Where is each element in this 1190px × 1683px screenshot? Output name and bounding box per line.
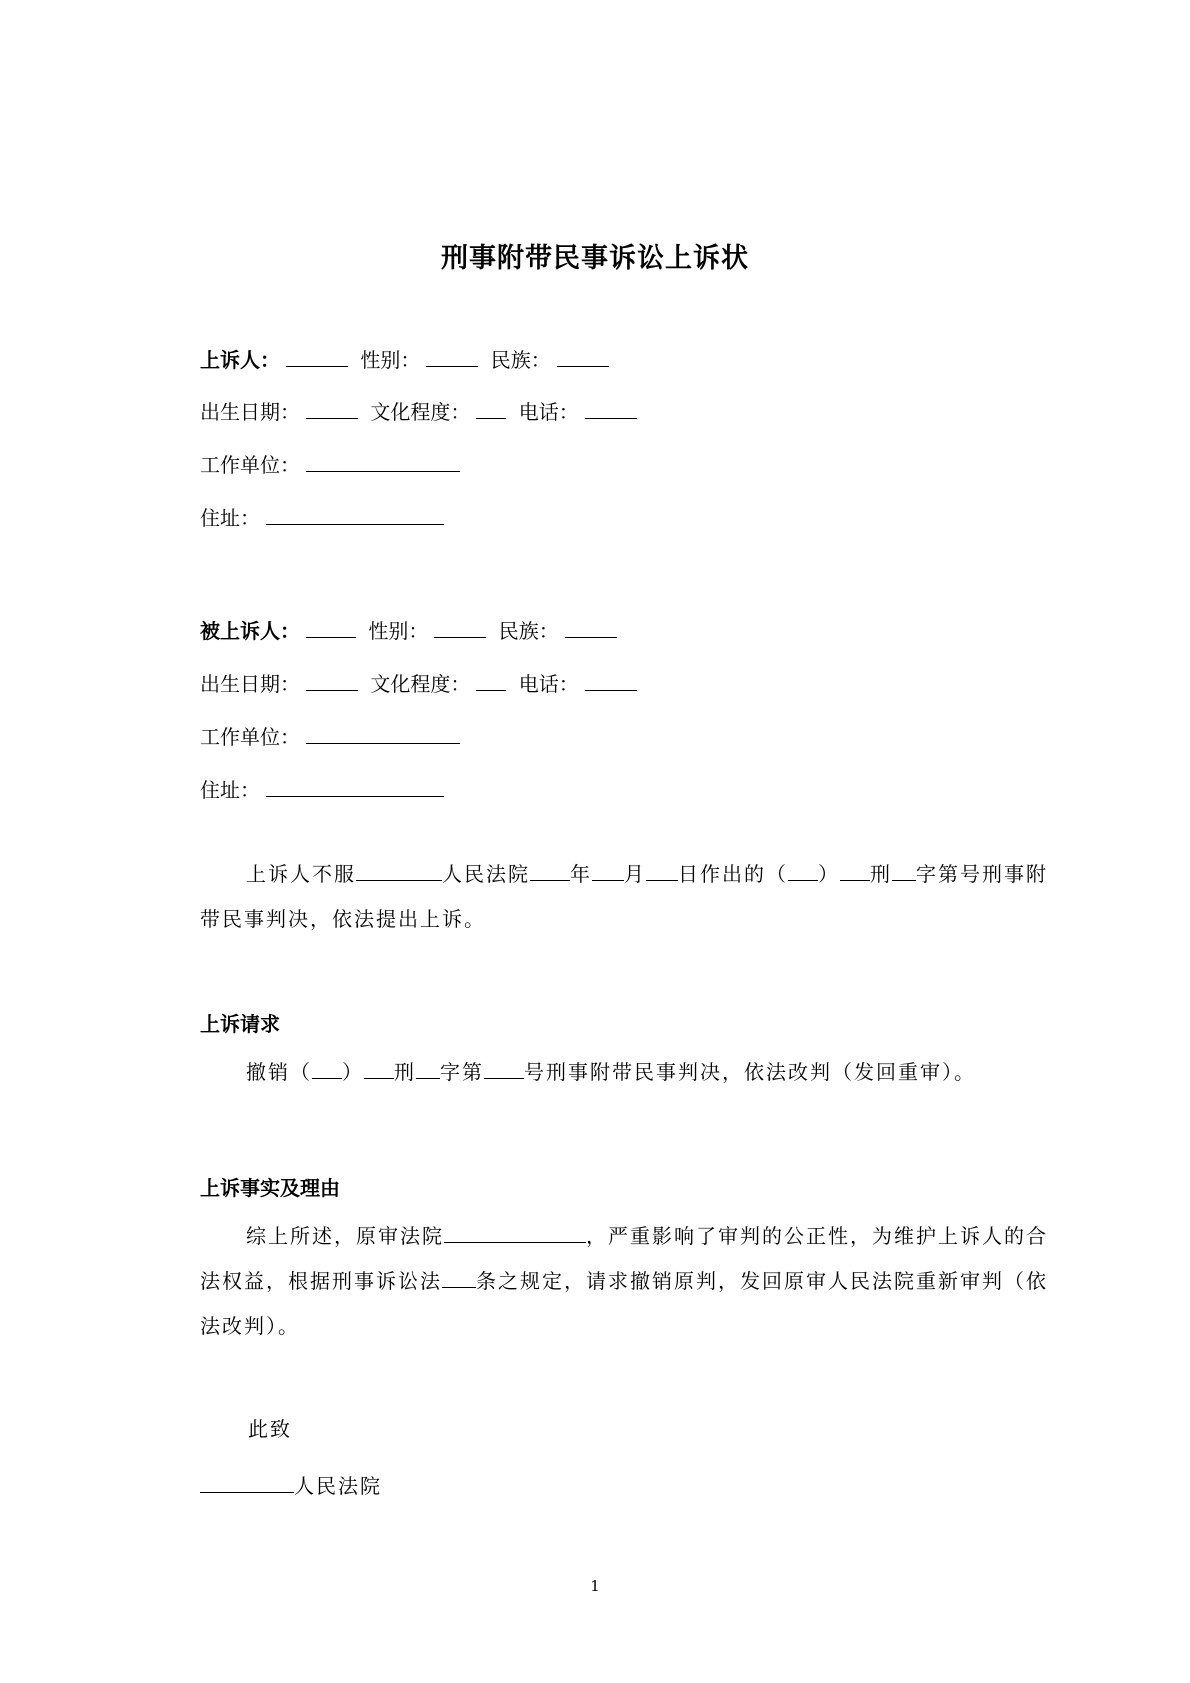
- request-word-blank: [416, 1056, 440, 1079]
- court-error-blank: [444, 1220, 586, 1243]
- case-court-blank: [840, 858, 870, 881]
- intro-text-2: 人民法院: [442, 862, 530, 886]
- request-court-blank: [364, 1056, 394, 1079]
- intro-text-8: 字第: [916, 862, 960, 886]
- closing-court-blank: [200, 1470, 294, 1493]
- appellee-ethnicity-label: 民族：: [498, 619, 559, 643]
- appellant-birth-blank: [306, 396, 358, 419]
- appellant-line-4: [200, 502, 450, 532]
- request-heading: 上诉请求: [200, 1012, 280, 1036]
- request-text-4: 字第: [440, 1060, 484, 1084]
- appellee-workplace-blank: [306, 721, 460, 744]
- appellant-address-blank: [266, 502, 444, 525]
- appellee-line-3: [200, 721, 466, 751]
- appellee-gender-label: 性别：: [368, 619, 429, 643]
- case-word-blank: [892, 858, 916, 881]
- appellee-phone-label: 电话：: [518, 672, 579, 696]
- appellant-ethnicity-blank: [557, 344, 609, 367]
- intro-paragraph: [200, 852, 1050, 942]
- appellee-ethnicity-blank: [565, 615, 617, 638]
- appellee-birth-blank: [306, 668, 358, 691]
- facts-text-2: ，严重影响了审判的公正性，为维护上诉人的合法权益，根据刑事诉讼法: [200, 1224, 1048, 1293]
- appellee-education-label: 文化程度：: [370, 672, 471, 696]
- appellant-address-label: 住址：: [200, 506, 260, 530]
- request-text-1: 撤销（: [246, 1060, 312, 1084]
- court-name-blank: [356, 858, 442, 881]
- request-text-3: 刑: [394, 1060, 416, 1084]
- facts-text-3: 条之规定，请求撤销原判，发回原审人民法院重新审判（依法改判）。: [200, 1269, 1048, 1338]
- appellant-phone-blank: [585, 396, 637, 419]
- intro-text-4: 月: [624, 862, 646, 886]
- intro-text-5: 日作出的（: [678, 862, 788, 886]
- intro-text-9: 号刑事附带民事判决，依法提出上诉。: [200, 862, 1048, 931]
- case-year-blank: [788, 858, 818, 881]
- year-blank: [530, 858, 570, 881]
- appellant-label: 上诉人：: [200, 348, 280, 372]
- closing-court-line: [200, 1470, 382, 1500]
- appellee-address-label: 住址：: [200, 778, 260, 802]
- appellant-education-label: 文化程度：: [370, 400, 471, 424]
- page-number: 1: [590, 1577, 600, 1595]
- appellant-birth-label: 出生日期：: [200, 400, 300, 424]
- request-year-blank: [312, 1056, 342, 1079]
- month-blank: [592, 858, 624, 881]
- appellee-phone-blank: [585, 668, 637, 691]
- intro-text-1: 上诉人不服: [246, 862, 356, 886]
- appellee-label: 被上诉人：: [200, 619, 300, 643]
- day-blank: [646, 858, 678, 881]
- closing-salutation: 此致: [248, 1417, 292, 1441]
- closing-court-text: 人民法院: [294, 1474, 382, 1498]
- request-text-5: 号刑事附带民事判决，依法改判（发回重审）。: [524, 1060, 976, 1084]
- appellee-workplace-label: 工作单位：: [200, 725, 300, 749]
- intro-text-3: 年: [570, 862, 592, 886]
- intro-text-7: 刑: [870, 862, 892, 886]
- request-number-blank: [484, 1056, 524, 1079]
- appellant-education-blank: [476, 396, 506, 419]
- appellant-name-blank: [286, 344, 348, 367]
- appellant-ethnicity-label: 民族：: [490, 348, 551, 372]
- appellee-gender-blank: [434, 615, 486, 638]
- appellee-line-4: [200, 774, 450, 804]
- request-paragraph: [200, 1050, 1050, 1095]
- facts-text-1: 综上所述，原审法院: [246, 1224, 444, 1248]
- appellant-line-1: [200, 344, 615, 374]
- appellant-workplace-label: 工作单位：: [200, 453, 300, 477]
- appellee-name-blank: [306, 615, 356, 638]
- request-text-2: ）: [342, 1060, 364, 1084]
- appellee-line-1: [200, 615, 623, 645]
- appellant-gender-blank: [426, 344, 478, 367]
- appellee-address-blank: [266, 774, 444, 797]
- appellant-workplace-blank: [306, 449, 460, 472]
- law-article-blank: [442, 1265, 476, 1288]
- appellant-line-2: [200, 396, 643, 426]
- appellee-line-2: [200, 668, 643, 698]
- appellant-gender-label: 性别：: [360, 348, 421, 372]
- facts-heading: 上诉事实及理由: [200, 1176, 340, 1200]
- intro-text-6: ）: [818, 862, 840, 886]
- appellant-line-3: [200, 449, 466, 479]
- appellant-phone-label: 电话：: [518, 400, 579, 424]
- appellee-education-blank: [476, 668, 506, 691]
- appellee-birth-label: 出生日期：: [200, 672, 300, 696]
- facts-paragraph: [200, 1214, 1050, 1349]
- document-title: 刑事附带民事诉讼上诉状: [441, 243, 749, 274]
